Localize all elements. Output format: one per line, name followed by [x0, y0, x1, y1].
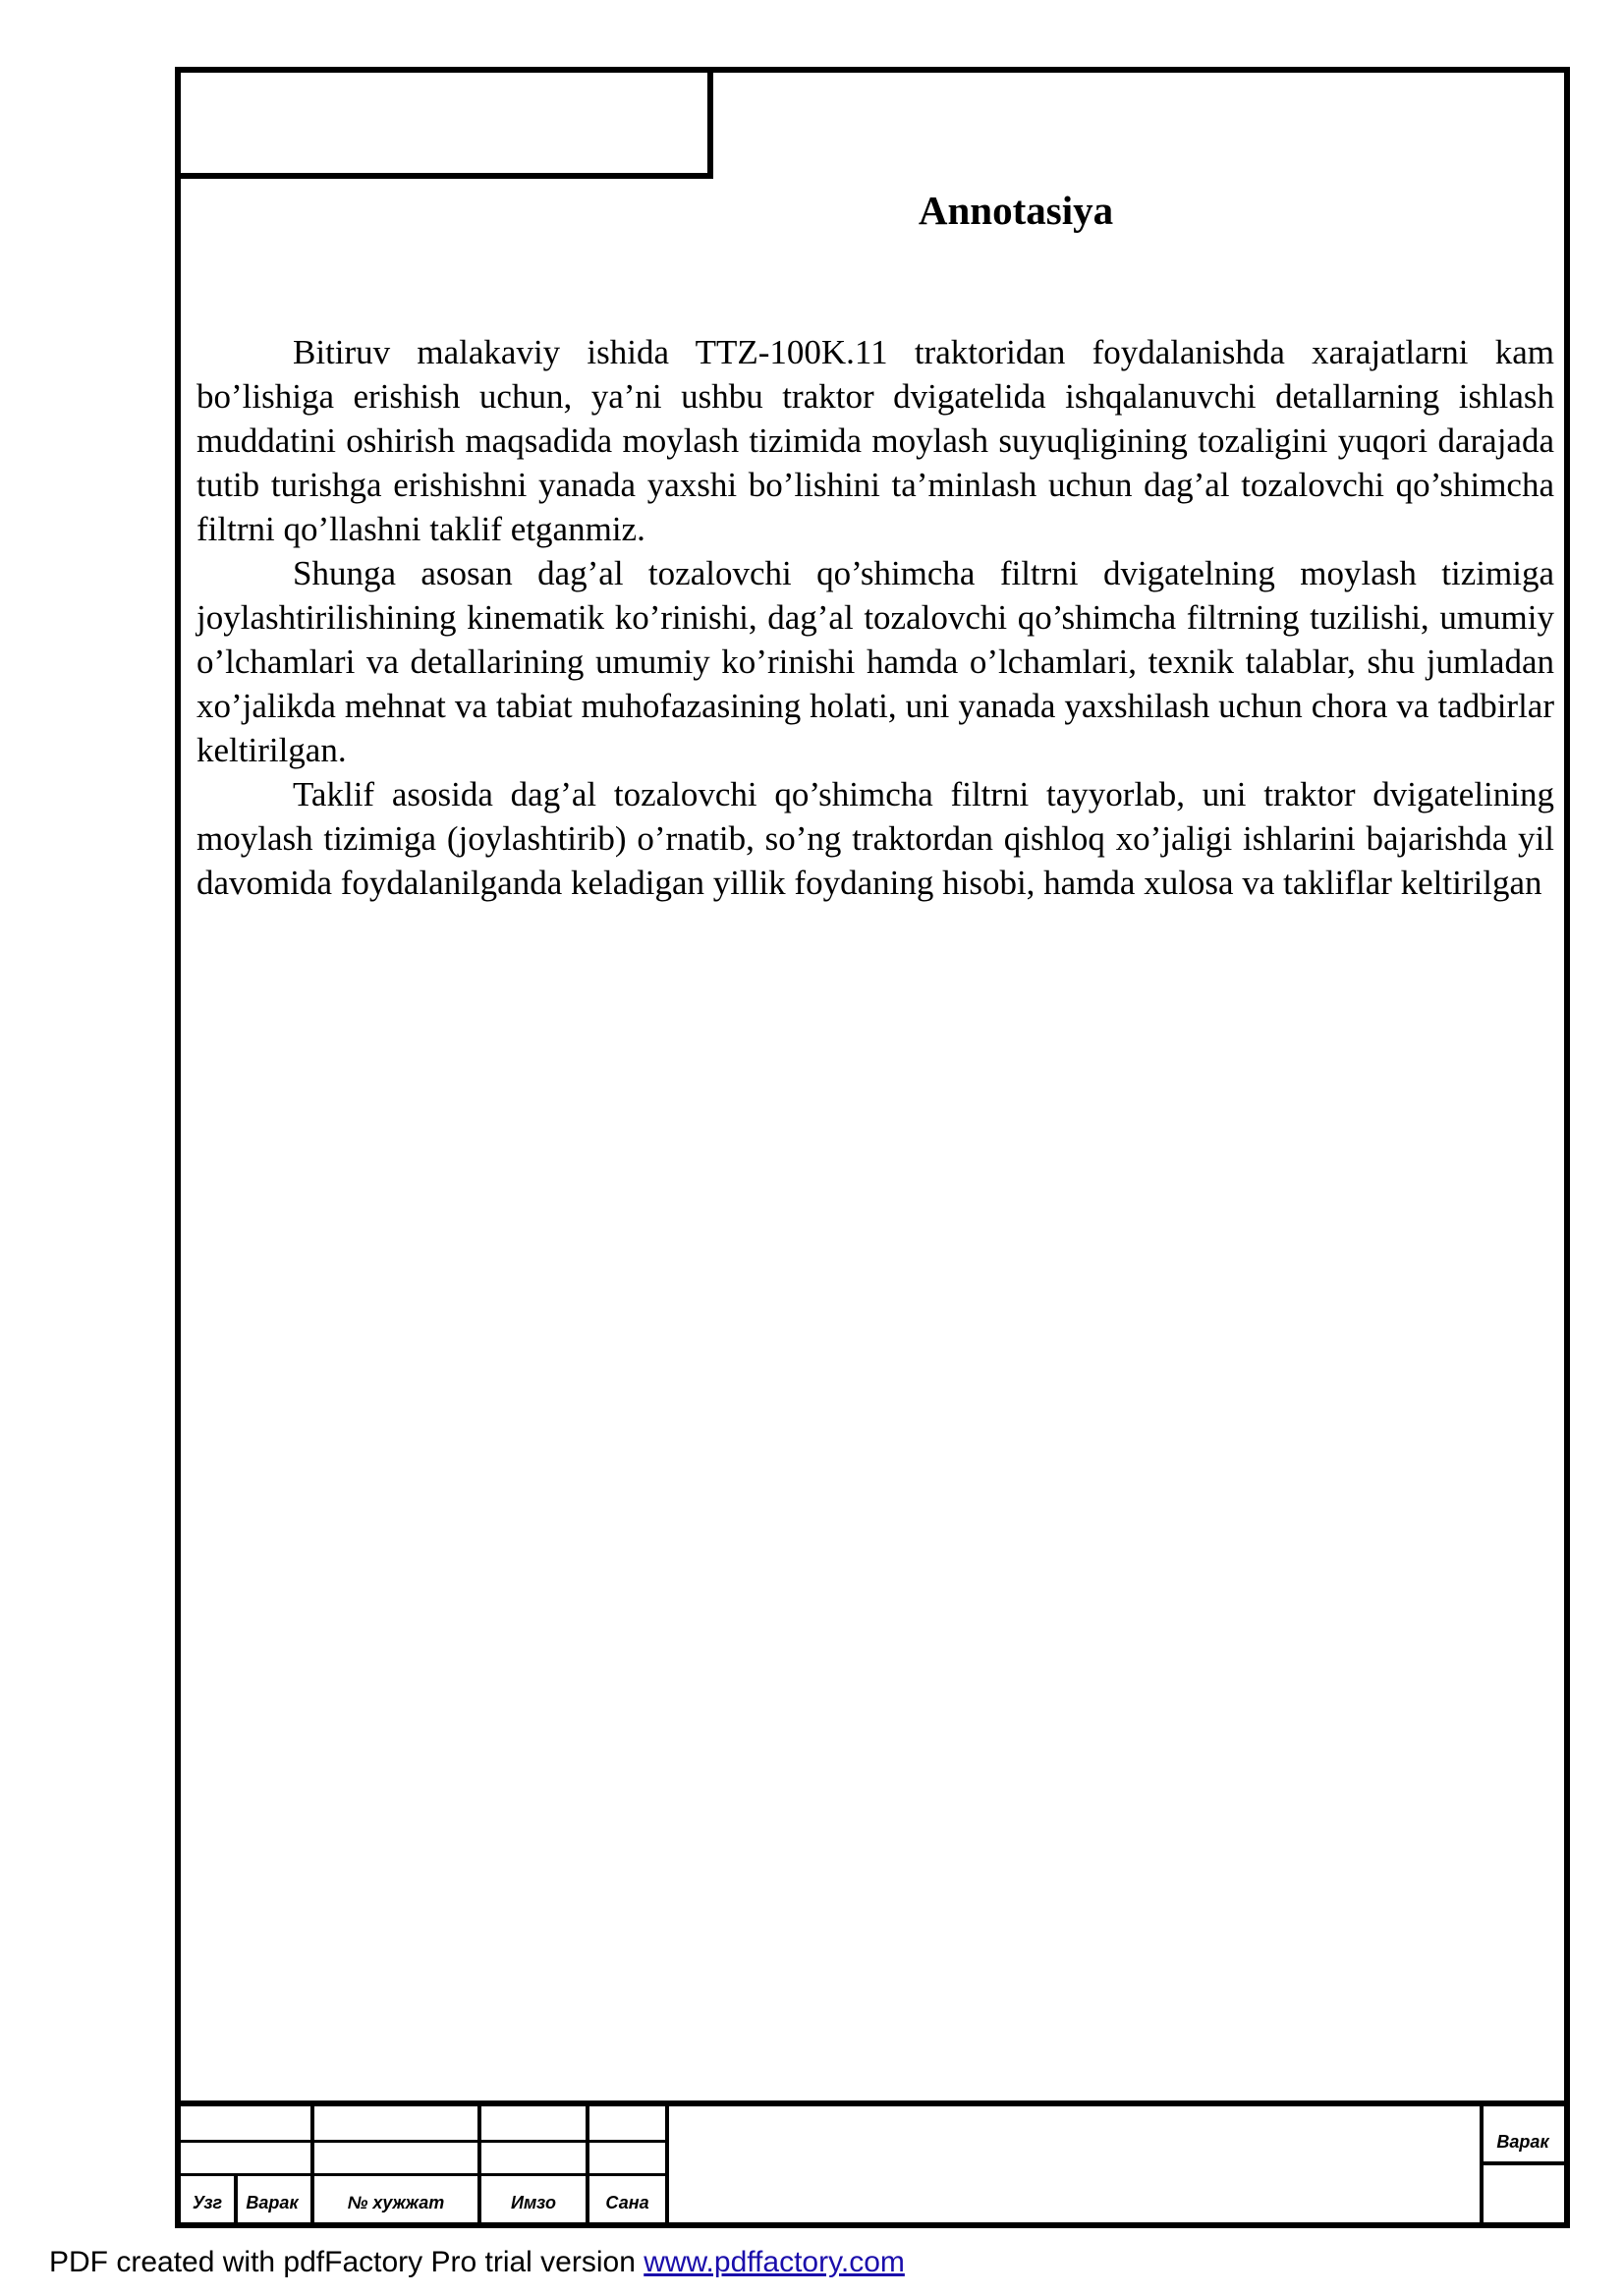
- pdf-footer: [49, 2246, 905, 2279]
- stamp-label-signature: Имзо: [511, 2193, 556, 2212]
- paragraph: Taklif asosida dag’al tozalovchi qo’shimcha filtrni tayyorlab, uni traktor dvigatelining moylash tizimiga (joylashtirib) o’rnatib, so’ng traktordan qishloq xo’jaligi ishlarini bajarishda yil davomida foydalanilganda keladigan yillik foydaning hisobi, hamda xulosa va takliflar keltirilgan: [196, 775, 1554, 902]
- footer-text: PDF created with pdfFactory Pro trial version: [49, 2246, 644, 2278]
- page-title: Annotasiya: [918, 188, 1114, 233]
- corner-box: [181, 73, 713, 179]
- drawing-frame: [175, 67, 1570, 2228]
- stamp-label-date: Сана: [605, 2193, 649, 2212]
- paragraph: Shunga asosan dag’al tozalovchi qo’shimcha filtrni dvigatelning moylash tizimiga joylashtirilishining kinematik ko’rinishi, dag’al tozalovchi qo’shimcha filtrning tuzilishi, umumiy o’lchamlari va detallarining umumiy ko’rinishi hamda o’lchamlari, texnik talablar, shu jumladan xo’jalikda mehnat va tabiat muhofazasining holati, uni yanada yaxshilash uchun chora va tadbirlar keltirilgan.: [196, 554, 1554, 769]
- annotation-body: [196, 330, 1554, 905]
- footer-link[interactable]: www.pdffactory.com: [644, 2246, 905, 2278]
- paragraph: Bitiruv malakaviy ishida TTZ-100K.11 traktoridan foydalanishda xarajatlarni kam bo’lishiga erishish uchun, ya’ni ushbu traktor dvigatelida ishqalanuvchi detallarning ishlash muddatini oshirish maqsadida moylash tizimida moylash suyuqligining tozaligini yuqori darajada tutib turishga erishishni yanada yaxshi bo’lishini ta’minlash uchun dag’al tozalovchi qo’shimcha filtrni qo’llashni taklif etganmiz.: [196, 333, 1554, 548]
- stamp-label-doc-number: № хужжат: [347, 2193, 445, 2212]
- stamp-sheet-label: Варак: [1496, 2132, 1549, 2152]
- title-block: [181, 2100, 1564, 2222]
- stamp-label-change: Узг: [192, 2193, 223, 2212]
- stamp-label-sheet: Варак: [246, 2193, 299, 2212]
